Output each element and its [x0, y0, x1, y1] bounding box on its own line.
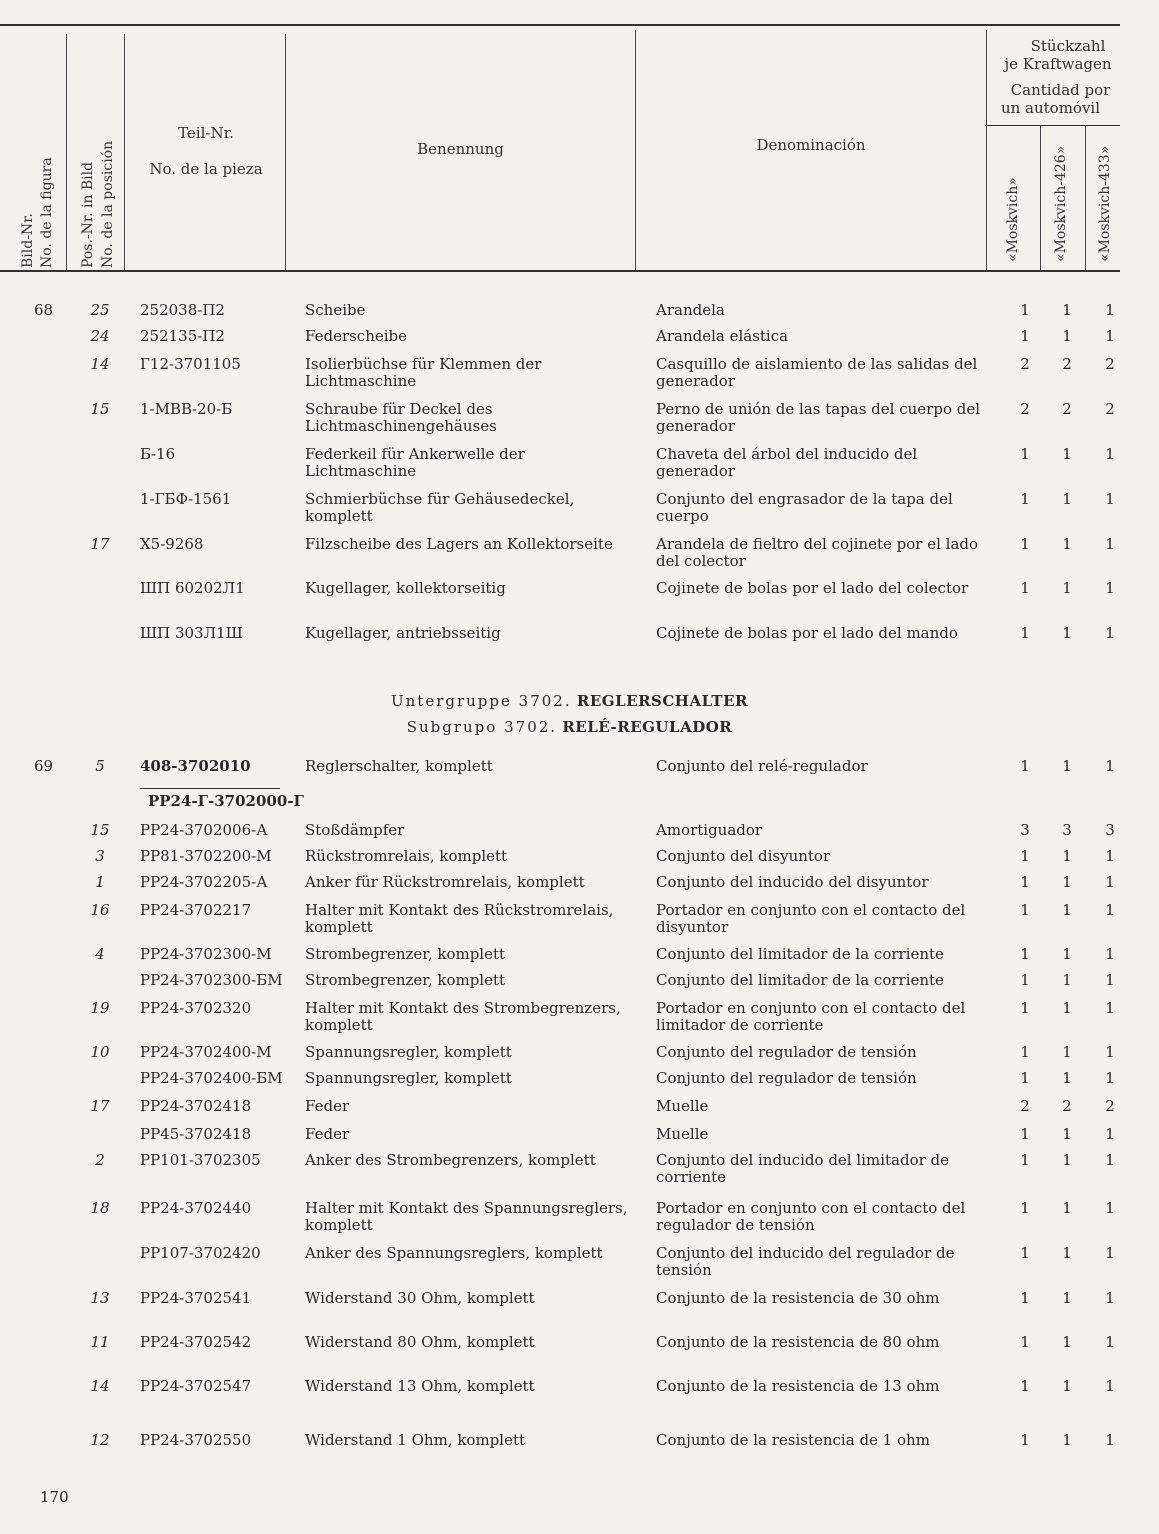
- part-number: РР24-3702542: [140, 1333, 252, 1351]
- name-spanish: Conjunto de la resistencia de 30 ohm: [656, 1289, 940, 1307]
- name-spanish: Conjunto del limitador de la corriente: [656, 971, 944, 989]
- qty-moskvich-433: 1: [1105, 1377, 1115, 1395]
- part-number: РР24-3702440: [140, 1199, 252, 1217]
- qty-moskvich-433: 1: [1105, 624, 1115, 642]
- header-pos-es: No. de la posición: [100, 140, 116, 268]
- part-number: ШП 60202Л1: [140, 579, 245, 597]
- qty-moskvich-433: 1: [1105, 579, 1115, 597]
- qty-moskvich: 1: [1020, 490, 1030, 508]
- part-number: РР24-3702205-А: [140, 873, 268, 891]
- name-german: Reglerschalter, komplett: [305, 757, 493, 775]
- qty-moskvich: 1: [1020, 901, 1030, 919]
- part-number: РР24-3702400-М: [140, 1043, 272, 1061]
- qty-moskvich-426: 1: [1062, 1125, 1072, 1143]
- name-german: Widerstand 1 Ohm, komplett: [305, 1431, 526, 1449]
- qty-moskvich: 1: [1020, 1043, 1030, 1061]
- position-number: 16: [90, 901, 110, 919]
- qty-moskvich-426: 1: [1062, 1333, 1072, 1351]
- position-number: 18: [90, 1199, 110, 1217]
- position-number: 2: [95, 1151, 105, 1169]
- name-spanish: Amortiguador: [656, 821, 763, 839]
- name-spanish: Arandela: [656, 301, 725, 319]
- name-german: Halter mit Kontakt des Spannungsreglers, komplett: [305, 1199, 628, 1234]
- header-qty-es-1: Cantidad por: [1010, 81, 1111, 99]
- position-number: 14: [90, 355, 110, 373]
- qty-moskvich: 1: [1020, 327, 1030, 345]
- position-number: 17: [90, 1097, 110, 1115]
- name-german: Schmierbüchse für Gehäusedeckel, komplett: [305, 490, 575, 525]
- qty-moskvich-433: 1: [1105, 901, 1115, 919]
- part-number: РР24-3702550: [140, 1431, 252, 1449]
- part-number: РР24-3702320: [140, 999, 252, 1017]
- header-qty-es-2: un automóvil: [1000, 99, 1101, 117]
- header-model-1: «Moskvich»: [1005, 177, 1021, 262]
- qty-moskvich: 1: [1020, 301, 1030, 319]
- part-number: РР24-3702300-М: [140, 945, 272, 963]
- position-number: 4: [95, 945, 105, 963]
- qty-divider-rule: [985, 125, 1120, 126]
- name-german: Widerstand 13 Ohm, komplett: [305, 1377, 535, 1395]
- qty-moskvich-433: 1: [1105, 757, 1115, 775]
- qty-moskvich-426: 3: [1062, 821, 1072, 839]
- qty-moskvich-433: 1: [1105, 445, 1115, 463]
- part-number: РР101-3702305: [140, 1151, 261, 1169]
- qty-moskvich-426: 2: [1062, 400, 1072, 418]
- part-number: РР45-3702418: [140, 1125, 252, 1143]
- qty-moskvich-426: 1: [1062, 535, 1072, 553]
- part-number: РР107-3702420: [140, 1244, 261, 1262]
- name-spanish: Arandela de fieltro del cojinete por el lado del colector: [656, 535, 979, 570]
- part-number: 1-ГБФ-1561: [140, 490, 232, 508]
- alternate-part-rule: [140, 788, 280, 789]
- header-model-2: «Moskvich-426»: [1053, 145, 1069, 262]
- name-spanish: Conjunto del relé-regulador: [656, 757, 868, 775]
- name-spanish: Conjunto de la resistencia de 13 ohm: [656, 1377, 940, 1395]
- qty-moskvich-433: 1: [1105, 490, 1115, 508]
- subgroup-heading-de: [0, 692, 1149, 710]
- qty-moskvich: 2: [1020, 355, 1030, 373]
- qty-moskvich-433: 2: [1105, 400, 1115, 418]
- qty-moskvich: 3: [1020, 821, 1030, 839]
- name-german: Feder: [305, 1125, 350, 1143]
- name-german: Spannungsregler, komplett: [305, 1069, 512, 1087]
- figure-number: 68: [34, 301, 54, 319]
- qty-moskvich: 1: [1020, 1125, 1030, 1143]
- qty-moskvich-426: 2: [1062, 1097, 1072, 1115]
- subgroup-name-de: REGLERSCHALTER: [576, 692, 748, 710]
- position-number: 13: [90, 1289, 110, 1307]
- position-number: 15: [90, 821, 110, 839]
- position-number: 5: [95, 757, 105, 775]
- qty-moskvich-433: 1: [1105, 1244, 1115, 1262]
- name-spanish: Conjunto del engrasador de la tapa del cuerpo: [656, 490, 953, 525]
- position-number: 1: [95, 873, 105, 891]
- qty-moskvich-426: 1: [1062, 1043, 1072, 1061]
- name-german: Spannungsregler, komplett: [305, 1043, 512, 1061]
- qty-moskvich: 1: [1020, 1244, 1030, 1262]
- position-number: 14: [90, 1377, 110, 1395]
- part-number: РР81-3702200-М: [140, 847, 272, 865]
- header-part-de: Teil-Nr.: [178, 124, 234, 142]
- qty-moskvich-426: 1: [1062, 579, 1072, 597]
- part-number: РР24-3702547: [140, 1377, 252, 1395]
- name-german: Scheibe: [305, 301, 366, 319]
- name-german: Kugellager, antriebsseitig: [305, 624, 501, 642]
- header-qty-de-2: je Kraftwagen: [1004, 55, 1112, 73]
- qty-moskvich-433: 1: [1105, 1125, 1115, 1143]
- qty-moskvich-433: 1: [1105, 1333, 1115, 1351]
- position-number: 17: [90, 535, 110, 553]
- qty-moskvich-426: 1: [1062, 1151, 1072, 1169]
- qty-moskvich: 1: [1020, 535, 1030, 553]
- qty-moskvich-426: 1: [1062, 945, 1072, 963]
- qty-moskvich-433: 1: [1105, 1289, 1115, 1307]
- qty-moskvich: 1: [1020, 1377, 1030, 1395]
- name-spanish: Portador en conjunto con el contacto del disyuntor: [656, 901, 966, 936]
- qty-moskvich: 1: [1020, 847, 1030, 865]
- part-number: РР24-3702006-А: [140, 821, 268, 839]
- name-spanish: Portador en conjunto con el contacto del regulador de tensión: [656, 1199, 966, 1234]
- part-number: РР24-3702217: [140, 901, 252, 919]
- name-german: Halter mit Kontakt des Rückstromrelais, komplett: [305, 901, 614, 936]
- name-spanish: Portador en conjunto con el contacto del limitador de corriente: [656, 999, 966, 1034]
- part-number: 252135-П2: [140, 327, 225, 345]
- qty-moskvich: 2: [1020, 1097, 1030, 1115]
- subgroup-heading-es: [0, 718, 1149, 736]
- qty-moskvich-433: 1: [1105, 999, 1115, 1017]
- name-spanish: Conjunto del inducido del limitador de corriente: [656, 1151, 950, 1186]
- qty-moskvich-433: 1: [1105, 535, 1115, 553]
- name-spanish: Arandela elástica: [656, 327, 789, 345]
- column-divider: [1085, 126, 1086, 270]
- qty-moskvich: 1: [1020, 1069, 1030, 1087]
- name-german: Strombegrenzer, komplett: [305, 945, 506, 963]
- qty-moskvich-433: 1: [1105, 847, 1115, 865]
- name-german: Widerstand 80 Ohm, komplett: [305, 1333, 535, 1351]
- position-number: 24: [90, 327, 110, 345]
- name-spanish: Conjunto del regulador de tensión: [656, 1069, 917, 1087]
- name-german: Federkeil für Ankerwelle der Lichtmaschine: [305, 445, 525, 480]
- header-name-de: Benennung: [417, 140, 504, 158]
- name-spanish: Chaveta del árbol del inducido del generador: [656, 445, 918, 480]
- qty-moskvich-433: 1: [1105, 1151, 1115, 1169]
- part-number: РР24-3702418: [140, 1097, 252, 1115]
- header-fig-de: Bild-Nr.: [20, 213, 36, 268]
- header-name-es: Denominación: [756, 136, 866, 154]
- name-spanish: Conjunto del inducido del disyuntor: [656, 873, 929, 891]
- name-spanish: Muelle: [656, 1125, 709, 1143]
- qty-moskvich-426: 1: [1062, 873, 1072, 891]
- header-part-es: No. de la pieza: [149, 160, 263, 178]
- qty-moskvich: 1: [1020, 445, 1030, 463]
- subgroup-prefix-de: Untergruppe 3702.: [390, 692, 572, 710]
- name-german: Isolierbüchse für Klemmen der Lichtmaschine: [305, 355, 542, 390]
- qty-moskvich-426: 1: [1062, 445, 1072, 463]
- part-number: РР24-3702541: [140, 1289, 252, 1307]
- name-spanish: Conjunto del regulador de tensión: [656, 1043, 917, 1061]
- qty-moskvich-433: 2: [1105, 355, 1115, 373]
- qty-moskvich-426: 2: [1062, 355, 1072, 373]
- position-number: 25: [90, 301, 110, 319]
- qty-moskvich: 1: [1020, 945, 1030, 963]
- qty-moskvich-426: 1: [1062, 1431, 1072, 1449]
- column-divider: [1040, 126, 1041, 270]
- qty-moskvich: 1: [1020, 1151, 1030, 1169]
- qty-moskvich-433: 1: [1105, 971, 1115, 989]
- position-number: 15: [90, 400, 110, 418]
- position-number: 3: [95, 847, 105, 865]
- name-spanish: Casquillo de aislamiento de las salidas del generador: [656, 355, 978, 390]
- position-number: 11: [90, 1333, 110, 1351]
- qty-moskvich: 1: [1020, 624, 1030, 642]
- name-spanish: Perno de unión de las tapas del cuerpo del generador: [656, 400, 981, 435]
- name-spanish: Conjunto del limitador de la corriente: [656, 945, 944, 963]
- alternate-part-number: РР24-Г-3702000-Г: [148, 792, 304, 810]
- qty-moskvich: 1: [1020, 579, 1030, 597]
- name-german: Feder: [305, 1097, 350, 1115]
- qty-moskvich: 2: [1020, 400, 1030, 418]
- qty-moskvich-433: 3: [1105, 821, 1115, 839]
- qty-moskvich-426: 1: [1062, 757, 1072, 775]
- name-german: Anker des Spannungsreglers, komplett: [305, 1244, 603, 1262]
- position-number: 10: [90, 1043, 110, 1061]
- header-qty-de-1: Stückzahl: [1030, 37, 1106, 55]
- name-german: Anker des Strombegrenzers, komplett: [305, 1151, 596, 1169]
- qty-moskvich-426: 1: [1062, 971, 1072, 989]
- name-spanish: Cojinete de bolas por el lado del colector: [656, 579, 969, 597]
- header-fig-es: No. de la figura: [39, 157, 55, 268]
- part-number: ШП 303Л1Ш: [140, 624, 243, 642]
- qty-moskvich: 1: [1020, 971, 1030, 989]
- header-model-3: «Moskvich-433»: [1097, 145, 1113, 262]
- subgroup-prefix-es: Subgrupo 3702.: [406, 718, 558, 736]
- name-spanish: Conjunto del inducido del regulador de tensión: [656, 1244, 955, 1279]
- column-divider: [986, 30, 987, 270]
- name-german: Schraube für Deckel des Lichtmaschinengehäuses: [305, 400, 497, 435]
- position-number: 12: [90, 1431, 110, 1449]
- qty-moskvich: 1: [1020, 1333, 1030, 1351]
- qty-moskvich-426: 1: [1062, 1069, 1072, 1087]
- qty-moskvich-426: 1: [1062, 1377, 1072, 1395]
- qty-moskvich-426: 1: [1062, 301, 1072, 319]
- part-number: 408-3702010: [140, 757, 251, 775]
- qty-moskvich-426: 1: [1062, 999, 1072, 1017]
- qty-moskvich-426: 1: [1062, 624, 1072, 642]
- qty-moskvich: 1: [1020, 873, 1030, 891]
- qty-moskvich: 1: [1020, 1289, 1030, 1307]
- qty-moskvich: 1: [1020, 757, 1030, 775]
- qty-moskvich-433: 2: [1105, 1097, 1115, 1115]
- header-top-rule: [0, 24, 1120, 26]
- name-german: Strombegrenzer, komplett: [305, 971, 506, 989]
- part-number: РР24-3702300-БМ: [140, 971, 283, 989]
- qty-moskvich-433: 1: [1105, 327, 1115, 345]
- qty-moskvich-426: 1: [1062, 1199, 1072, 1217]
- column-divider: [124, 34, 125, 270]
- column-divider: [66, 34, 67, 270]
- qty-moskvich-433: 1: [1105, 301, 1115, 319]
- qty-moskvich: 1: [1020, 999, 1030, 1017]
- qty-moskvich: 1: [1020, 1431, 1030, 1449]
- subgroup-name-es: RELÉ-REGULADOR: [562, 718, 733, 736]
- qty-moskvich-426: 1: [1062, 1244, 1072, 1262]
- qty-moskvich-433: 1: [1105, 1043, 1115, 1061]
- name-german: Widerstand 30 Ohm, komplett: [305, 1289, 535, 1307]
- name-spanish: Cojinete de bolas por el lado del mando: [656, 624, 958, 642]
- name-spanish: Muelle: [656, 1097, 709, 1115]
- name-german: Filzscheibe des Lagers an Kollektorseite: [305, 535, 613, 553]
- qty-moskvich-433: 1: [1105, 1069, 1115, 1087]
- page-number: 170: [40, 1488, 69, 1506]
- qty-moskvich-426: 1: [1062, 847, 1072, 865]
- header-pos-de: Pos.-Nr. in Bild: [80, 161, 96, 268]
- part-number: РР24-3702400-БМ: [140, 1069, 283, 1087]
- name-german: Anker für Rückstromrelais, komplett: [305, 873, 585, 891]
- header-bottom-rule: [0, 270, 1120, 272]
- qty-moskvich-433: 1: [1105, 945, 1115, 963]
- figure-number: 69: [34, 757, 54, 775]
- name-german: Federscheibe: [305, 327, 408, 345]
- qty-moskvich-426: 1: [1062, 901, 1072, 919]
- name-german: Halter mit Kontakt des Strombegrenzers, komplett: [305, 999, 621, 1034]
- part-number: Г12-3701105: [140, 355, 241, 373]
- name-german: Rückstromrelais, komplett: [305, 847, 508, 865]
- qty-moskvich-426: 1: [1062, 490, 1072, 508]
- part-number: 1-МВВ-20-Б: [140, 400, 233, 418]
- name-spanish: Conjunto de la resistencia de 1 ohm: [656, 1431, 930, 1449]
- qty-moskvich-426: 1: [1062, 1289, 1072, 1307]
- qty-moskvich-426: 1: [1062, 327, 1072, 345]
- part-number: Б-16: [140, 445, 176, 463]
- part-number: Х5-9268: [140, 535, 204, 553]
- name-german: Kugellager, kollektorseitig: [305, 579, 506, 597]
- name-german: Stoßdämpfer: [305, 821, 405, 839]
- qty-moskvich-433: 1: [1105, 873, 1115, 891]
- part-number: 252038-П2: [140, 301, 225, 319]
- qty-moskvich-433: 1: [1105, 1199, 1115, 1217]
- position-number: 19: [90, 999, 110, 1017]
- qty-moskvich-433: 1: [1105, 1431, 1115, 1449]
- qty-moskvich: 1: [1020, 1199, 1030, 1217]
- name-spanish: Conjunto del disyuntor: [656, 847, 831, 865]
- name-spanish: Conjunto de la resistencia de 80 ohm: [656, 1333, 940, 1351]
